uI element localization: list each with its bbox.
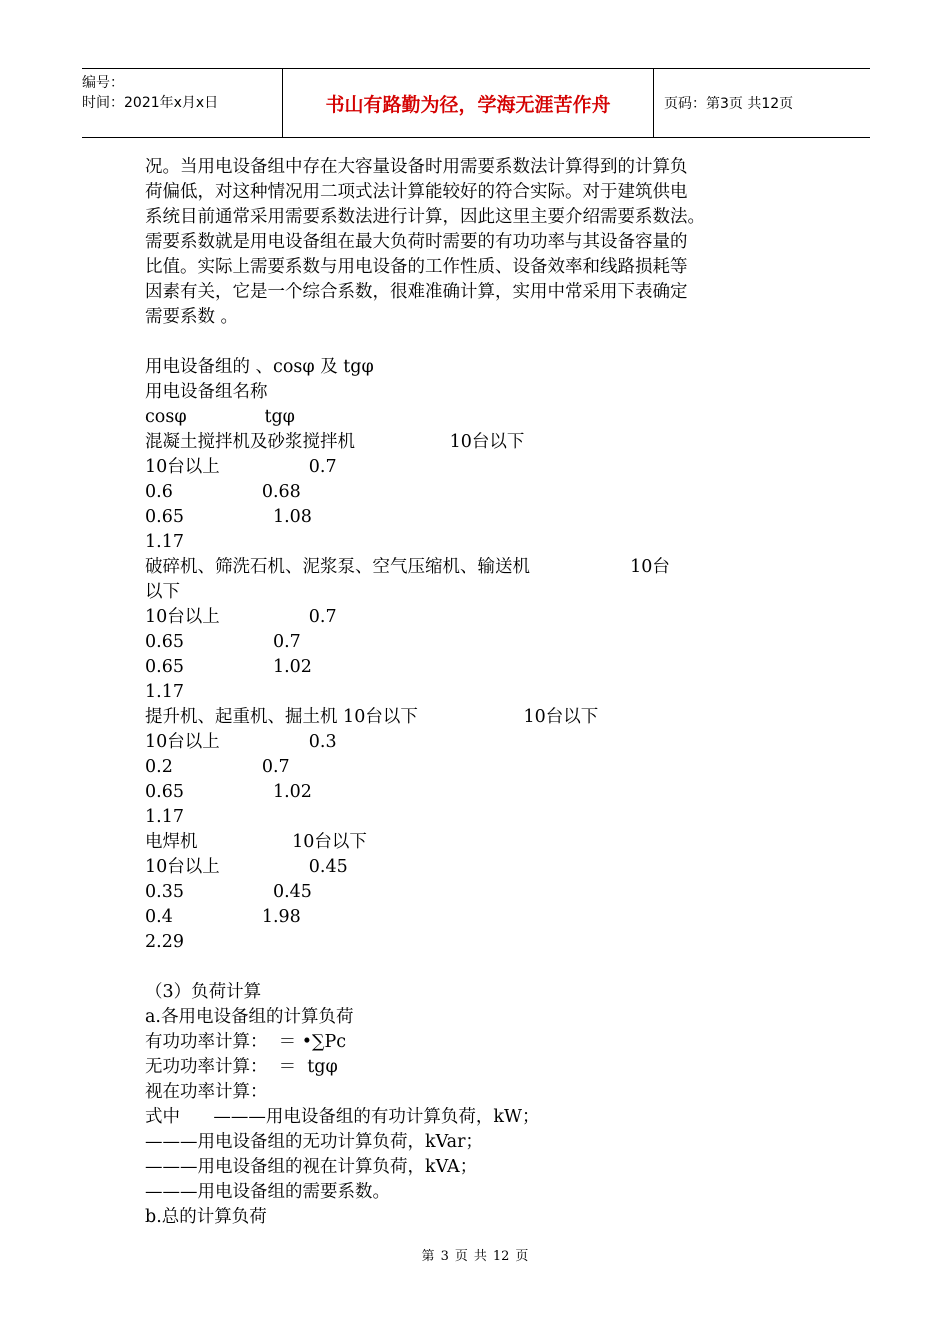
body-line: 有功功率计算： ＝ •∑Pc [145,1032,347,1052]
body-line: 比值。实际上需要系数与用电设备的工作性质、设备效率和线路损耗等 [145,257,688,277]
body-line: 10台以上 0.7 [145,457,337,477]
body-line: cosφ tgφ [145,407,295,427]
body-line: 因素有关，它是一个综合系数，很难准确计算，实用中常采用下表确定 [145,282,688,302]
body-line: b.总的计算负荷 [145,1207,267,1227]
body-line: 破碎机、筛洗石机、泥浆泵、空气压缩机、输送机 10台 [145,557,670,577]
body-line: 式中 ———用电设备组的有功计算负荷，kW； [145,1107,540,1127]
footer-total-pages: 12 [492,1249,510,1264]
body-line: 0.65 1.08 [145,507,312,527]
body-line: 混凝土搅拌机及砂浆搅拌机 10台以下 [145,432,525,452]
body-line: 10台以上 0.3 [145,732,337,752]
footer-suffix: 页 [515,1249,529,1264]
body-line: 以下 [145,582,180,602]
body-line: 0.65 1.02 [145,782,312,802]
body-line: 用电设备组名称 [145,382,268,402]
body-line: 10台以上 0.7 [145,607,337,627]
body-line: 需要系数就是用电设备组在最大负荷时需要的有功功率与其设备容量的 [145,232,688,252]
body-line: 荷偏低，对这种情况用二项式法计算能较好的符合实际。对于建筑供电 [145,182,688,202]
body-line: 况。当用电设备组中存在大容量设备时用需要系数法计算得到的计算负 [145,157,688,177]
body-line: 电焊机 10台以下 [145,832,367,852]
header-meta [82,69,282,137]
body-line: （3）负荷计算 [145,982,262,1002]
body-line: 0.65 0.7 [145,632,301,652]
footer-prefix: 第 [421,1249,435,1264]
body-line: 0.4 1.98 [145,907,301,927]
header-page-label: 页码：第3页 共12页 [664,96,794,112]
footer-total-word: 共 [473,1249,487,1264]
body-line: a.各用电设备组的计算负荷 [145,1007,354,1027]
body-line: 10台以上 0.45 [145,857,348,877]
body-line: 0.35 0.45 [145,882,312,902]
body-line: 2.29 [145,932,184,952]
body-line: 1.17 [145,682,184,702]
body-line: 需要系数 。 [145,307,239,327]
body-line: 1.17 [145,807,184,827]
body-line: 0.2 0.7 [145,757,290,777]
footer-current-page: 3 [440,1249,449,1264]
page-header [82,68,870,138]
body-line: 无功功率计算： ＝ tgφ [145,1057,338,1077]
page-footer [0,1245,950,1264]
body-line: 0.65 1.02 [145,657,312,677]
body-line: ———用电设备组的需要系数。 [145,1182,390,1202]
body-line: ———用电设备组的无功计算负荷，kVar； [145,1132,483,1152]
header-time-label: 时间：2021年x月x日 [82,95,219,111]
body-line: 用电设备组的 、cosφ 及 tgφ [145,357,374,377]
body-line: 系统目前通常采用需要系数法进行计算，因此这里主要介绍需要系数法。 [145,207,705,227]
body-line: 0.6 0.68 [145,482,301,502]
body-line: 1.17 [145,532,184,552]
body-line: 提升机、起重机、掘土机 10台以下 10台以下 [145,707,599,727]
body-line: ———用电设备组的视在计算负荷，kVA； [145,1157,478,1177]
header-motto: 书山有路勤为径，学海无涯苦作舟 [282,69,654,137]
footer-page-word: 页 [454,1249,468,1264]
body-line: 视在功率计算： [145,1082,268,1102]
header-code-label: 编号： [82,75,124,91]
